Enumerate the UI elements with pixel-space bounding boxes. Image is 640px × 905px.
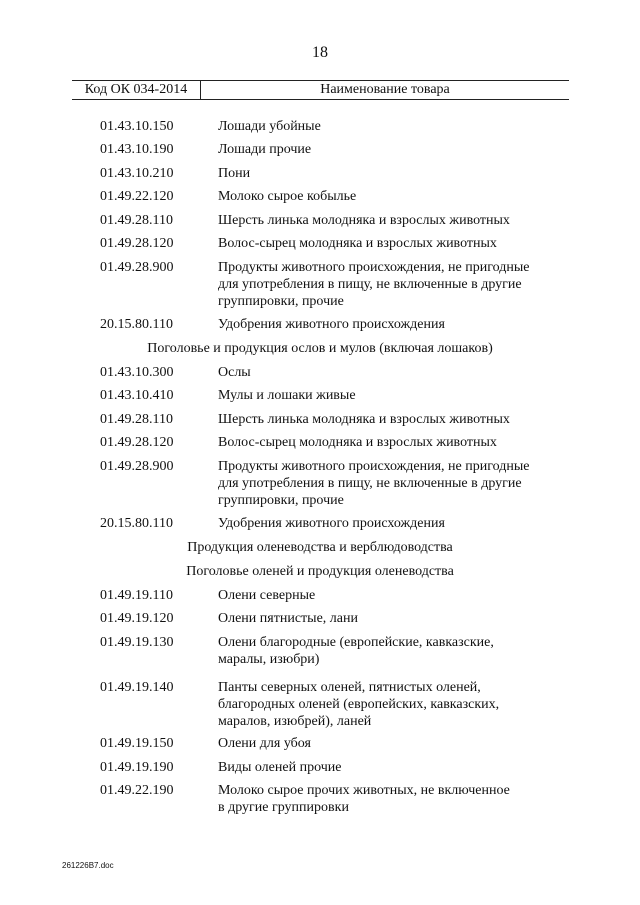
row-name: [218, 235, 568, 252]
footer-filename: 261226B7.doc: [62, 861, 114, 870]
row-name-line: Шерсть линька молодняка и взрослых животных: [218, 412, 510, 427]
row-name: [218, 212, 568, 229]
row-code: 01.49.19.150: [100, 736, 174, 751]
row-name: [218, 634, 568, 668]
row-code: 01.49.19.130: [100, 635, 174, 650]
row-name-line: маралы, изюбри): [218, 652, 320, 667]
row-code: 01.49.28.120: [100, 236, 174, 251]
row-name: [218, 515, 568, 532]
row-name: [218, 165, 568, 182]
row-code: 01.43.10.300: [100, 365, 174, 380]
row-name-line: в другие группировки: [218, 800, 349, 815]
row-name: [218, 434, 568, 451]
row-name-line: Мулы и лошаки живые: [218, 388, 356, 403]
row-name: [218, 587, 568, 604]
row-code: 01.49.19.140: [100, 680, 174, 695]
row-name: [218, 411, 568, 428]
table-header: [72, 80, 569, 100]
header-code-column: Код ОК 034-2014: [72, 81, 201, 99]
row-name-line: Панты северных оленей, пятнистых оленей,: [218, 680, 481, 695]
row-name-line: группировки, прочие: [218, 294, 344, 309]
row-name: [218, 316, 568, 333]
row-name-line: Молоко сырое прочих животных, не включенное: [218, 783, 510, 798]
row-code: 01.49.19.120: [100, 611, 174, 626]
row-name: [218, 759, 568, 776]
row-code: 20.15.80.110: [100, 516, 173, 531]
header-name-column: Наименование товара: [320, 82, 450, 97]
row-name: [218, 364, 568, 381]
row-name-line: Лошади прочие: [218, 142, 312, 157]
section-heading: Продукция оленеводства и верблюдоводства: [187, 540, 453, 555]
row-name: [218, 679, 568, 730]
row-name-line: Продукты животного происхождения, не пригодные: [218, 459, 530, 474]
row-code: 20.15.80.110: [100, 317, 173, 332]
row-name-line: Олени благородные (европейские, кавказские,: [218, 635, 494, 650]
row-name-line: Лошади убойные: [218, 119, 321, 134]
row-name-line: Волос-сырец молодняка и взрослых животных: [218, 435, 497, 450]
row-name: [218, 782, 568, 816]
row-name-line: благородных оленей (европейских, кавказских,: [218, 697, 500, 712]
row-name-line: Олени северные: [218, 588, 316, 603]
row-name-line: Удобрения животного происхождения: [218, 516, 445, 531]
row-name-line: Олени для убоя: [218, 736, 311, 751]
row-name-line: для употребления в пищу, не включенные в другие: [218, 277, 522, 292]
row-code: 01.43.10.210: [100, 166, 174, 181]
row-name-line: Удобрения животного происхождения: [218, 317, 445, 332]
row-code: 01.49.19.110: [100, 588, 173, 603]
row-name: [218, 141, 568, 158]
row-name-line: Волос-сырец молодняка и взрослых животных: [218, 236, 497, 251]
row-code: 01.49.28.110: [100, 412, 173, 427]
row-name: [218, 118, 568, 135]
section-heading: Поголовье оленей и продукция оленеводства: [186, 564, 454, 579]
row-name: [218, 259, 568, 310]
row-name-line: Пони: [218, 166, 251, 181]
row-name-line: маралов, изюбрей), ланей: [218, 714, 372, 729]
row-name-line: Продукты животного происхождения, не пригодные: [218, 260, 530, 275]
row-name-line: Молоко сырое кобылье: [218, 189, 357, 204]
row-code: 01.43.10.190: [100, 142, 174, 157]
row-code: 01.49.19.190: [100, 760, 174, 775]
row-name-line: Виды оленей прочие: [218, 760, 342, 775]
row-code: 01.49.28.110: [100, 213, 173, 228]
page-number: 18: [312, 44, 328, 61]
row-name-line: Олени пятнистые, лани: [218, 611, 358, 626]
row-name-line: группировки, прочие: [218, 493, 344, 508]
row-name: [218, 387, 568, 404]
row-name-line: Шерсть линька молодняка и взрослых животных: [218, 213, 510, 228]
row-name-line: Ослы: [218, 365, 251, 380]
row-code: 01.49.28.900: [100, 459, 174, 474]
row-name: [218, 735, 568, 752]
row-code: 01.43.10.150: [100, 119, 174, 134]
row-name: [218, 458, 568, 509]
row-name-line: для употребления в пищу, не включенные в другие: [218, 476, 522, 491]
row-code: 01.49.22.190: [100, 783, 174, 798]
row-code: 01.43.10.410: [100, 388, 174, 403]
row-code: 01.49.22.120: [100, 189, 174, 204]
row-name: [218, 188, 568, 205]
row-code: 01.49.28.900: [100, 260, 174, 275]
row-code: 01.49.28.120: [100, 435, 174, 450]
row-name: [218, 610, 568, 627]
section-heading: Поголовье и продукция ослов и мулов (включая лошаков): [147, 341, 493, 356]
